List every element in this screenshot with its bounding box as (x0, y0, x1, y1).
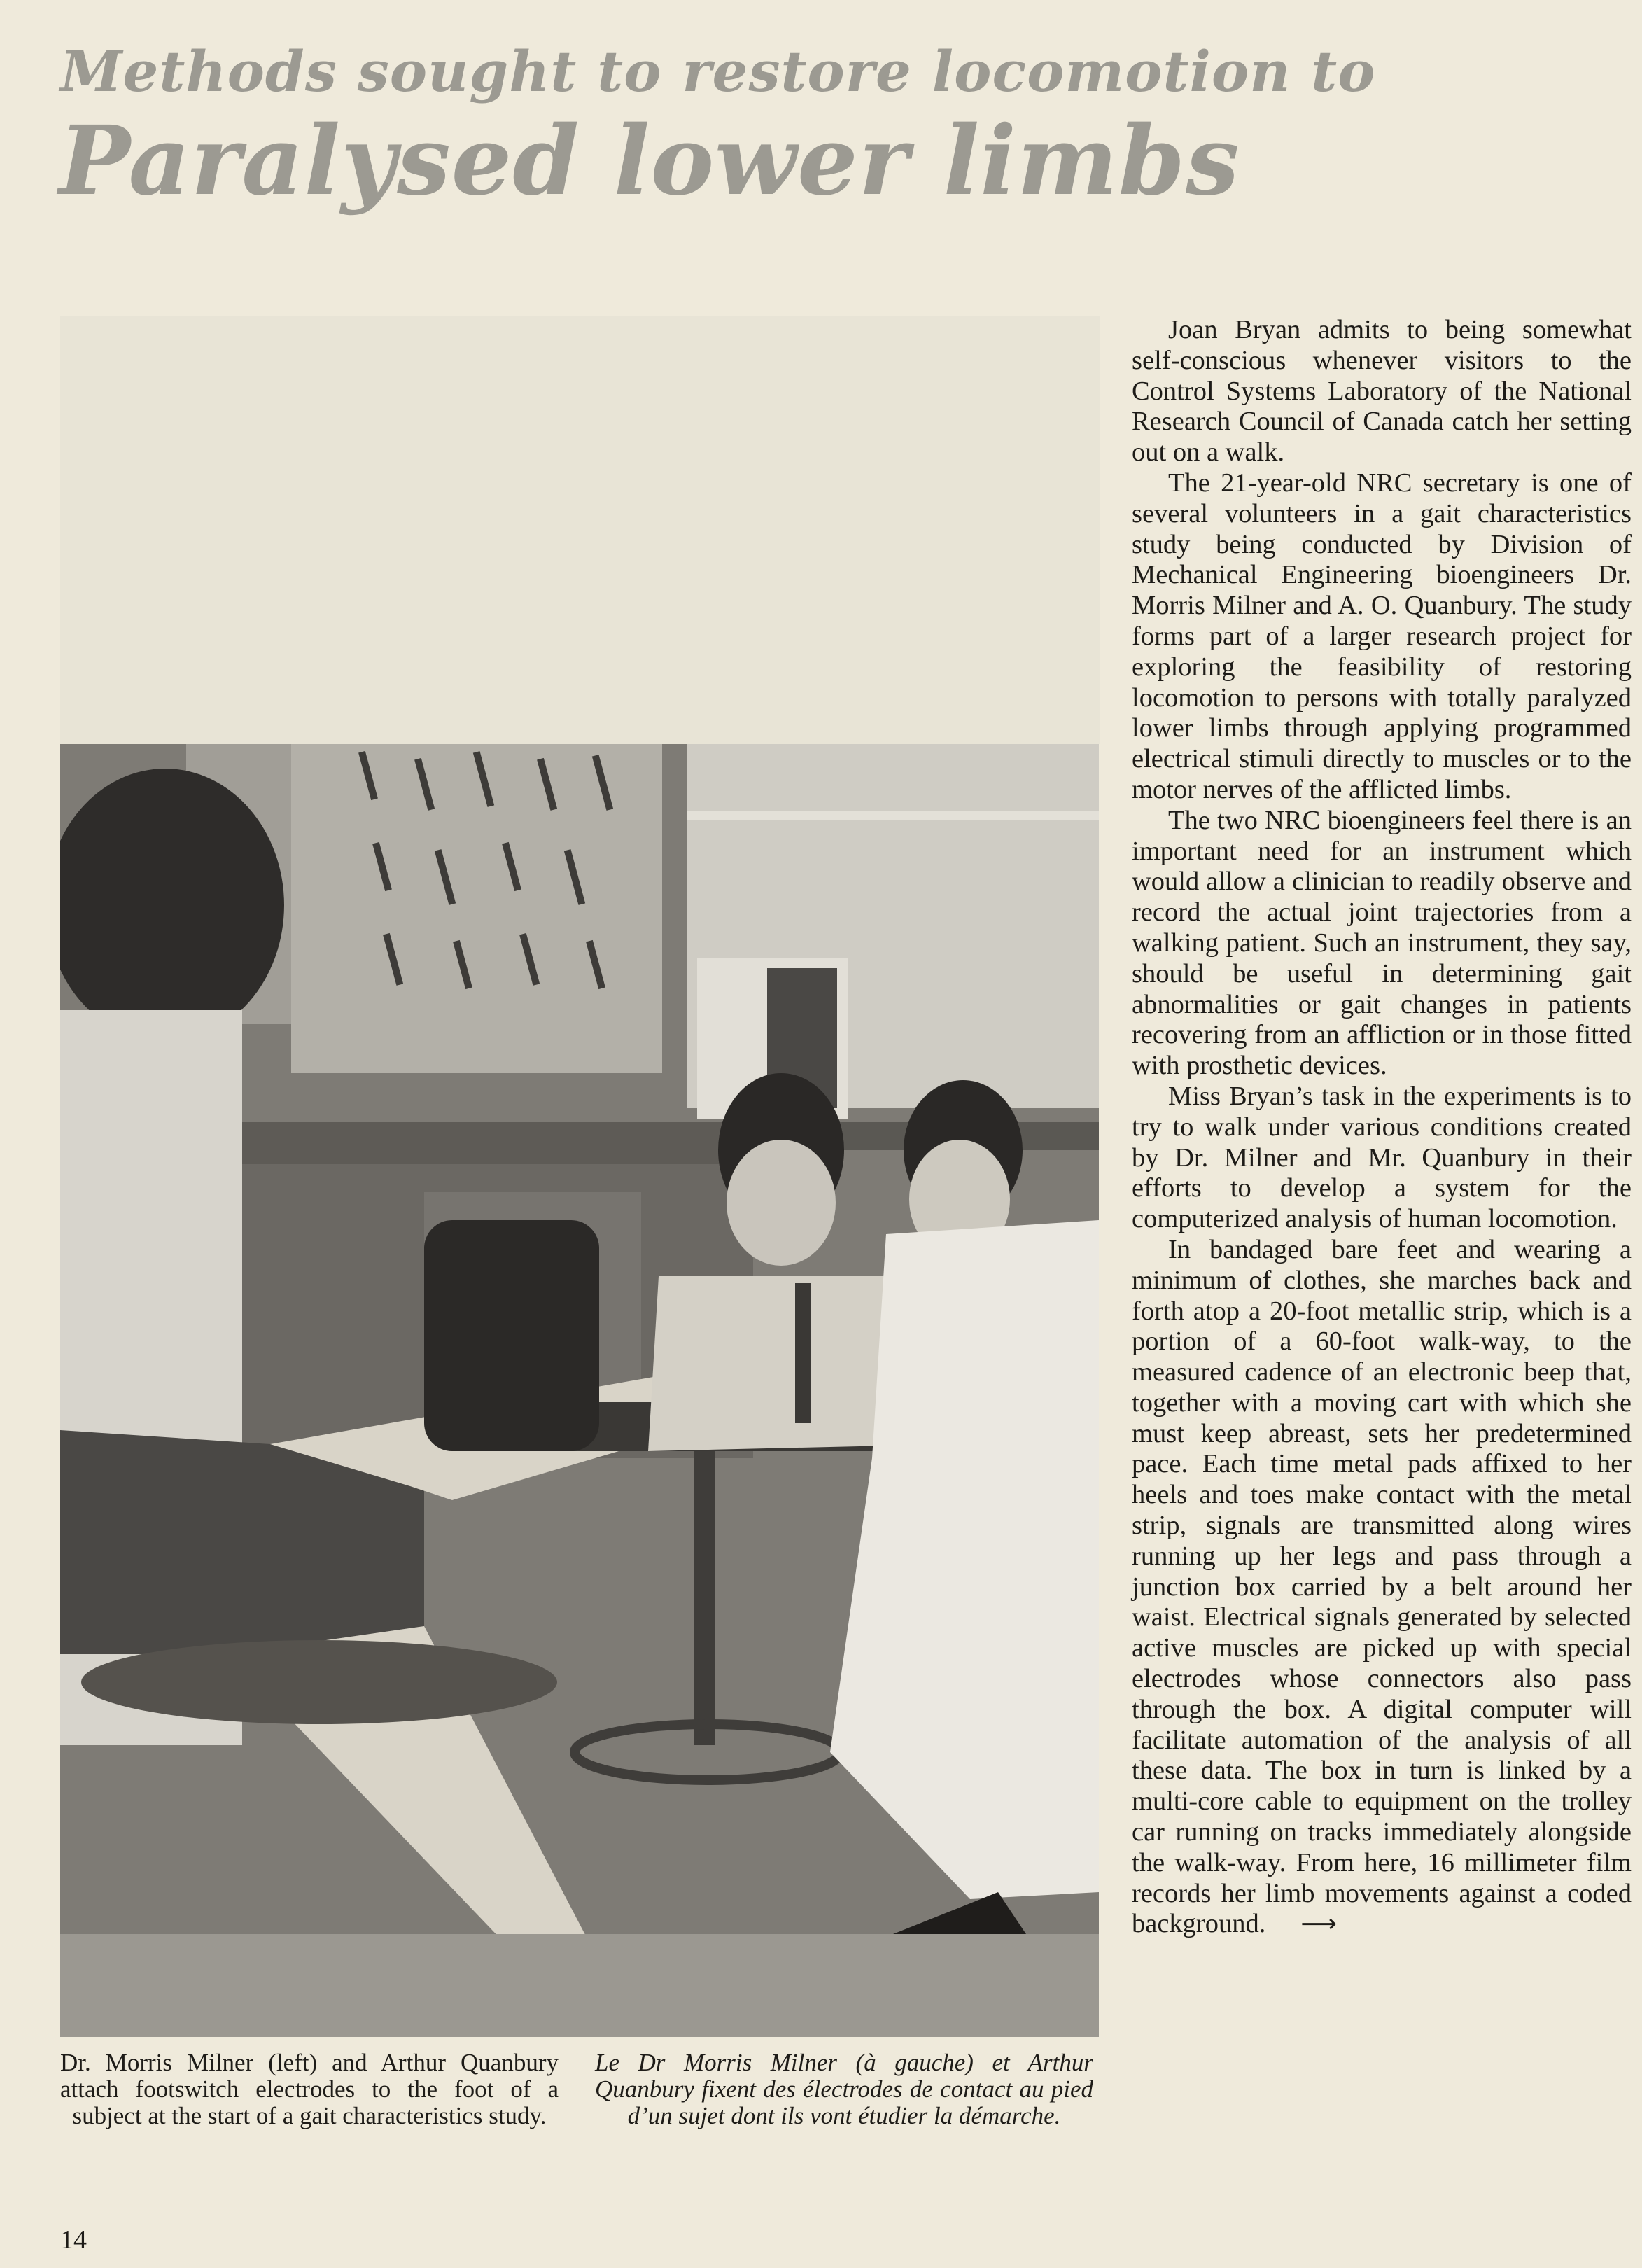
article-paragraph: Joan Bryan admits to being somewhat self-conscious whenever visitors to the Control Systems Laboratory of the National Research Council of Canada catch her setting out on a walk. (1132, 315, 1632, 468)
photo-top-blank-area (60, 316, 1100, 744)
article-paragraph: The two NRC bioengineers feel there is an important need for an instrument which would allow a clinician to readily observe and record the actual joint trajectories from a walking patient. Such an instrument, they say, should be useful in determining gait abnormalities or gait changes in patients recovering from an affliction or in those fitted with prosthetic devices. (1132, 805, 1632, 1081)
laboratory-photo-illustration (60, 744, 1099, 2037)
article-paragraph: Miss Bryan’s task in the experiments is to try to walk under various conditions created by Dr. Milner and Mr. Quanbury in their efforts to develop a system for the computerized analysis of human locomotion. (1132, 1081, 1632, 1234)
article-paragraph-text: In bandaged bare feet and wearing a minimum of clothes, she marches back and forth atop a 20-foot metallic strip, which is a portion of a 60-foot walk-way, to the measured cadence of an electronic beep that, together with a moving cart with which she must keep abreast, sets her predetermined pace. Each time metal pads affixed to her heels and toes make contact with the metal strip, signals are transmitted along wires running up her legs and pass through a junction box carried by a belt around her waist. Electrical signals generated by selected active muscles are picked up with special electrodes whose connectors also pass through the box. A digital computer will facilitate automation of the analysis of all these data. The box in turn is linked by a multi-core cable to equipment on the trolley car running on tracks immediately alongside the walk-way. From here, 16 millimeter film records her limb movements against a coded background. (1132, 1234, 1632, 1939)
article-headline: Paralysed lower limbs (59, 105, 1240, 217)
article-kicker: Methods sought to restore locomotion to (60, 38, 1376, 104)
laboratory-photo (60, 744, 1099, 2037)
article-body (1132, 315, 1632, 1940)
page-number: 14 (60, 2225, 87, 2255)
article-paragraph: The 21-year-old NRC secretary is one of several volunteers in a gait characteristics study being conducted by Division of Mechanical Engineering bioengineers Dr. Morris Milner and A. O. Quanbury. The study forms part of a larger research project for exploring the feasibility of restoring locomotion to persons with totally paralyzed lower limbs through applying programmed electrical stimuli directly to muscles or to the motor nerves of the afflicted limbs. (1132, 468, 1632, 804)
photo-caption-french: Le Dr Morris Milner (à gauche) et Arthur Quanbury fixent des électrodes de contact au pied d’un sujet dont ils vont étudier la démarche. (595, 2049, 1093, 2129)
article-paragraph-last (1132, 1235, 1632, 1940)
photo-caption-english: Dr. Morris Milner (left) and Arthur Quanbury attach footswitch electrodes to the foot of a subject at the start of a gait characteristics study. (60, 2049, 559, 2129)
continued-arrow-icon: ⟶ (1300, 1910, 1337, 1939)
